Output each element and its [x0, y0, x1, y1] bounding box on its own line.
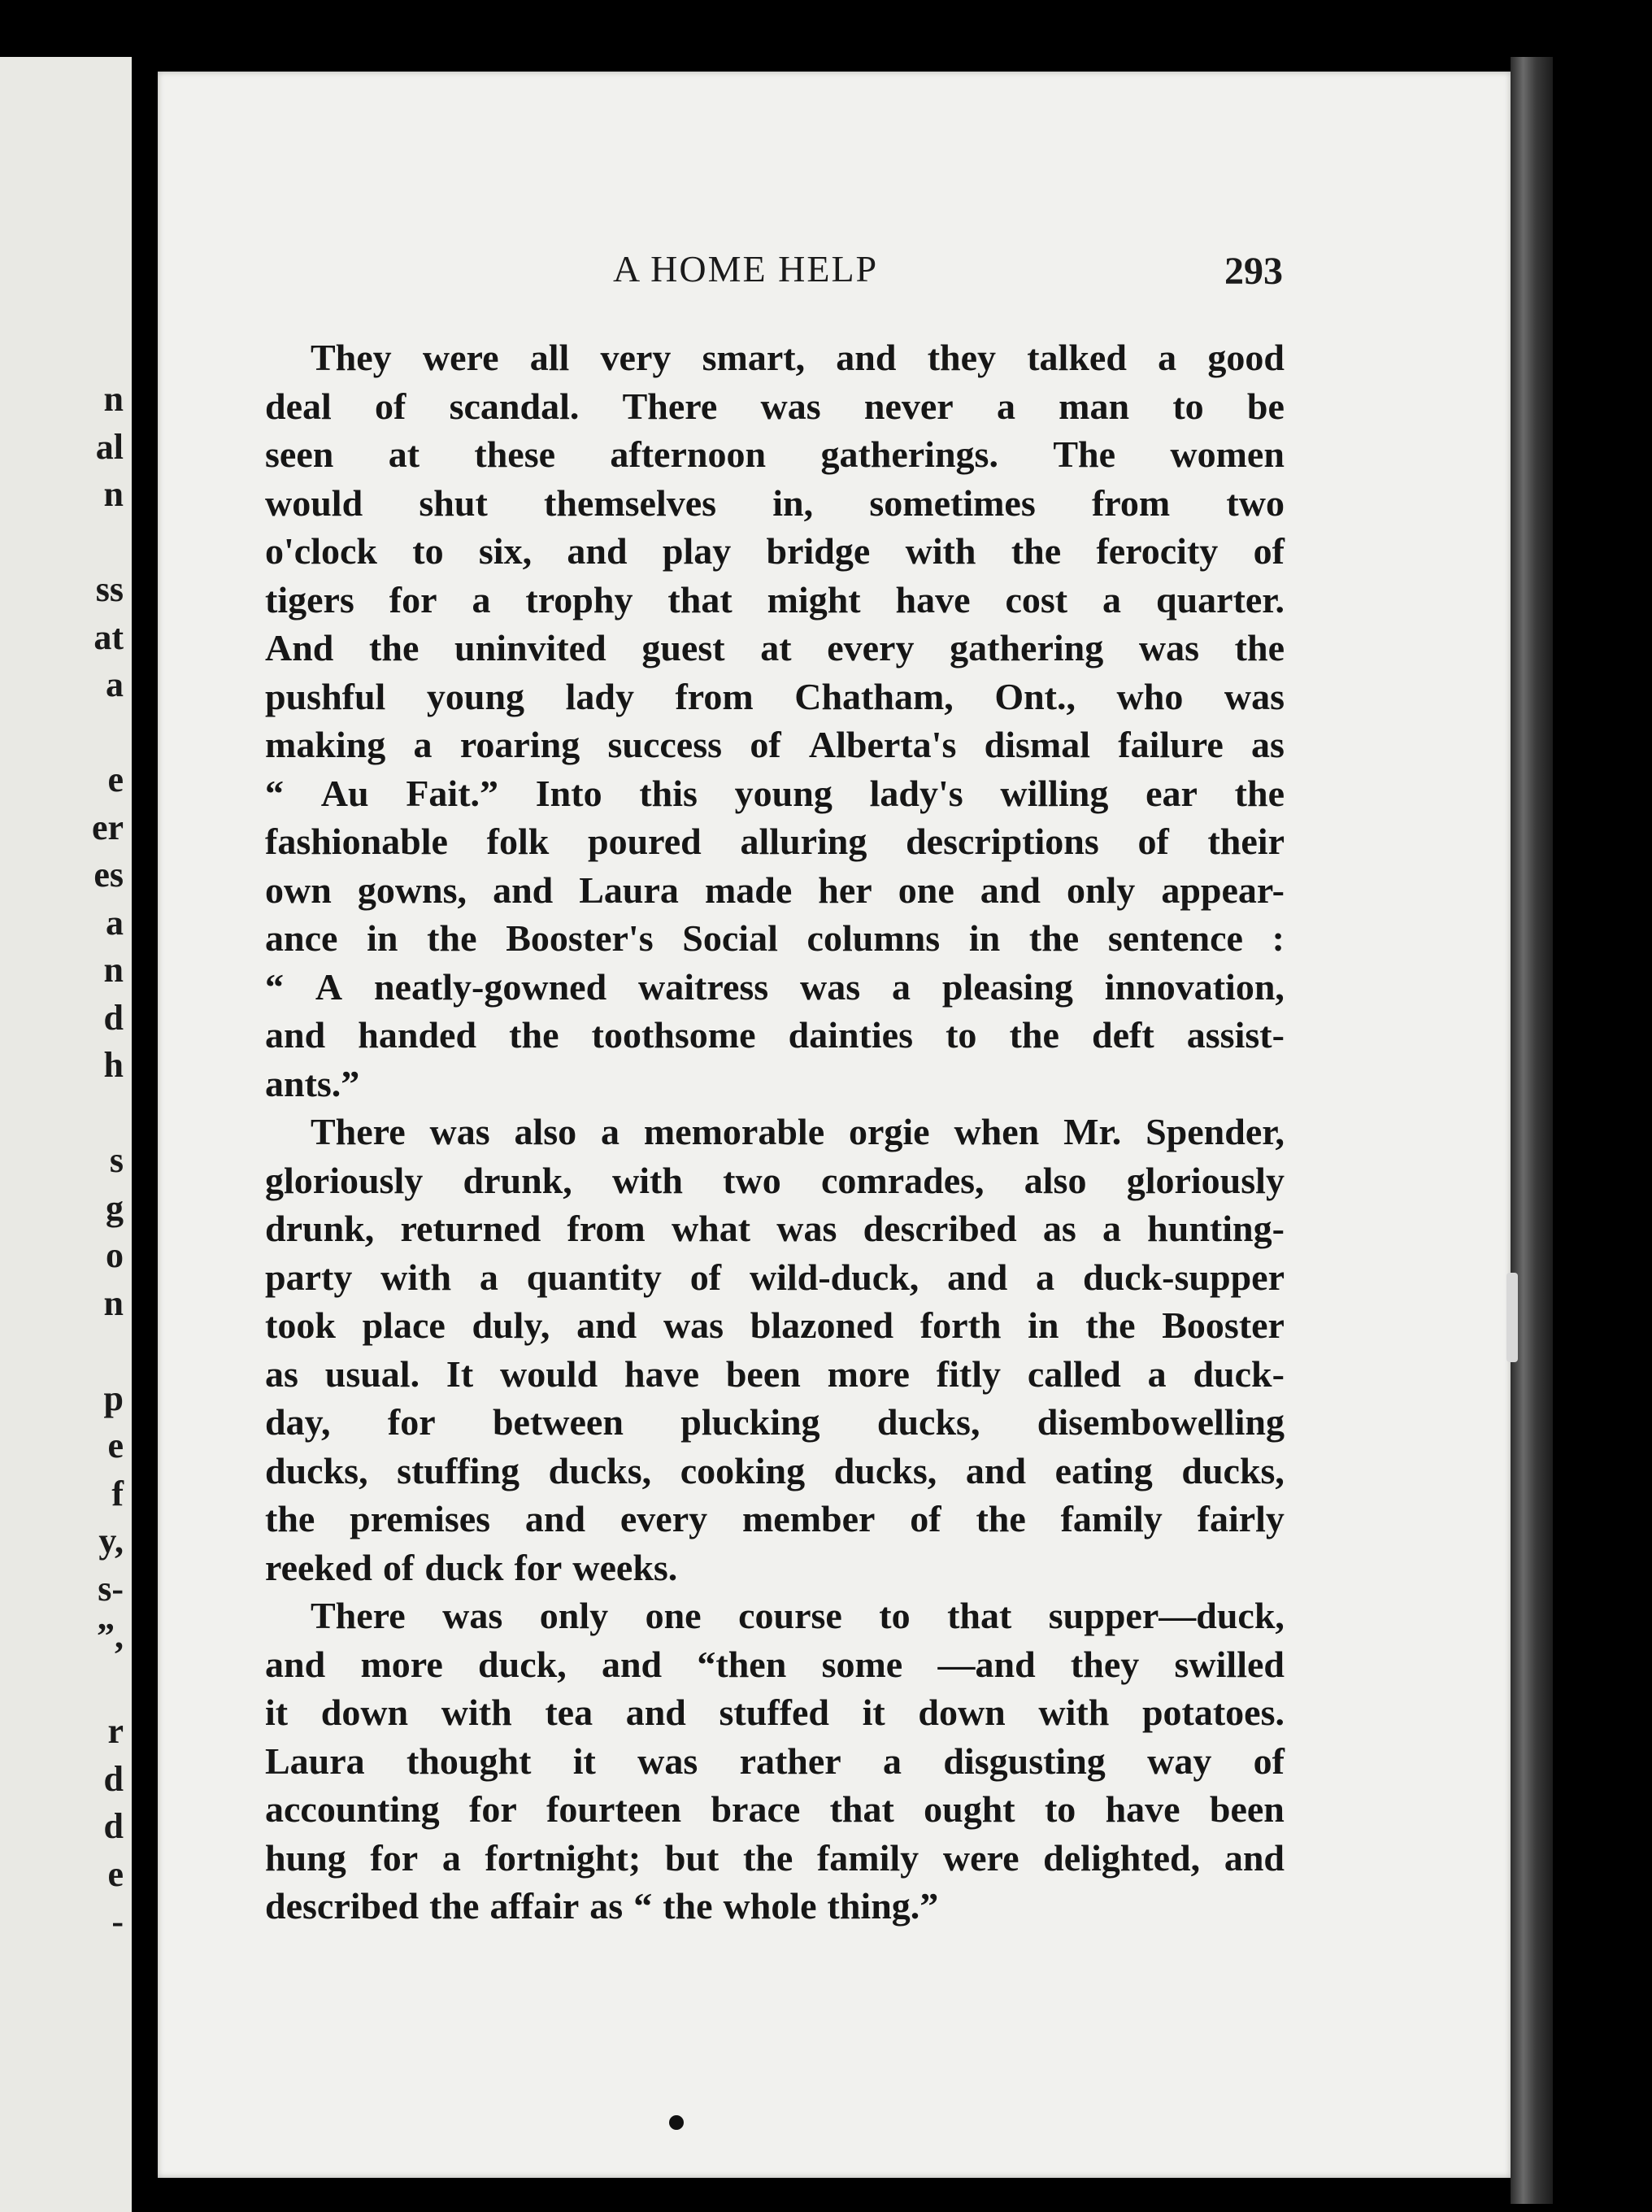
text-line: reeked of duck for weeks.: [265, 1546, 678, 1588]
text-line: it down with tea and stuffed it down with potatoes.: [265, 1692, 1285, 1733]
left-page-edge-fragment: g: [106, 1187, 124, 1228]
page-number: 293: [1224, 250, 1283, 293]
text-line: making a roaring success of Alberta's dismal failure as: [265, 724, 1285, 765]
text-line: drunk, returned from what was described as a hunting-: [265, 1208, 1285, 1249]
left-page-edge-fragment: s: [109, 1140, 124, 1180]
text-line: tigers for a trophy that might have cost a quarter.: [265, 578, 1285, 620]
text-line: fashionable folk poured alluring descriptions of their: [265, 821, 1285, 862]
text-line: pushful young lady from Chatham, Ont., who was: [265, 675, 1285, 717]
text-line: ants.”: [265, 1062, 360, 1104]
body-text: [265, 333, 1285, 1931]
left-page-edge-fragment: d: [103, 1806, 124, 1846]
text-line: “ A neatly-gowned waitress was a pleasing innovation,: [265, 965, 1285, 1008]
left-page-edge-fragment: -: [111, 1901, 124, 1941]
left-page-edge-fragment: a: [106, 902, 124, 943]
text-line: own gowns, and Laura made her one and only appear-: [265, 869, 1285, 911]
running-title: A HOME HELP: [613, 248, 879, 290]
left-page-edge-fragment: n: [103, 379, 124, 419]
left-page-edge-fragment: at: [93, 616, 124, 657]
text-line: gloriously drunk, with two comrades, also gloriously: [265, 1159, 1285, 1201]
left-page-edge-fragment: r: [107, 1711, 124, 1751]
text-line: took place duly, and was blazoned forth in the Booster: [265, 1304, 1285, 1346]
text-line: described the affair as “ the whole thing.”: [265, 1885, 939, 1927]
book-gutter: [132, 49, 158, 2212]
text-line: seen at these afternoon gatherings. The women: [265, 433, 1285, 475]
text-line: deal of scandal. There was never a man to be: [265, 385, 1285, 427]
left-page-edge-fragment: p: [103, 1378, 124, 1418]
left-page-edge-fragment: f: [111, 1473, 124, 1513]
left-page-edge-fragment: n: [103, 950, 124, 990]
left-page-edge-fragment: a: [106, 664, 124, 704]
text-line: Laura thought it was rather a disgusting way of: [265, 1740, 1285, 1782]
text-line: would shut themselves in, sometimes from two: [265, 481, 1285, 524]
text-line: ance in the Booster's Social columns in the sentence :: [265, 917, 1285, 959]
left-page-edge-fragment: e: [107, 1426, 124, 1465]
left-facing-page: [0, 57, 132, 2212]
page-edge-mark: [1506, 1273, 1518, 1362]
left-page-edge-fragment: e: [107, 760, 124, 799]
left-page-edge-fragment: y,: [98, 1521, 124, 1561]
text-line: ducks, stuffing ducks, cooking ducks, and eating ducks,: [265, 1449, 1285, 1491]
text-line: as usual. It would have been more fitly called a duck-: [265, 1352, 1285, 1395]
text-line: They were all very smart, and they talked a good: [311, 337, 1285, 378]
text-line: And the uninvited guest at every gathering was the: [265, 627, 1285, 668]
left-page-edge-fragment: es: [93, 855, 124, 895]
page-block-edge: [1511, 57, 1553, 2204]
left-page-edge-fragment: o: [106, 1235, 124, 1275]
left-page-edge-fragment: n: [103, 474, 124, 514]
left-page-edge-fragment: n: [103, 1282, 124, 1323]
text-line: and handed the toothsome dainties to the deft assist-: [265, 1014, 1285, 1056]
left-page-edge-fragment: d: [103, 997, 124, 1038]
page-footer-dot: [669, 2115, 684, 2130]
text-line: “ Au Fait.” Into this young lady's willing ear the: [265, 772, 1285, 814]
left-page-edge-fragment: ss: [95, 569, 124, 609]
left-page-edge-fragment: e: [107, 1853, 124, 1894]
text-line: There was only one course to that supper—duck,: [311, 1595, 1285, 1636]
text-line: hung for a fortnight; but the family were delighted, and: [265, 1836, 1285, 1879]
left-page-edge-fragment: al: [95, 426, 124, 467]
book-page: [158, 72, 1511, 2178]
text-line: the premises and every member of the family fairly: [265, 1498, 1285, 1539]
left-page-edge-fragment: er: [91, 807, 124, 847]
left-page-edge-fragment: d: [103, 1758, 124, 1799]
running-head: [158, 247, 1511, 296]
text-line: party with a quantity of wild-duck, and a duck-supper: [265, 1256, 1285, 1298]
left-page-edge-fragment: ”,: [97, 1616, 124, 1656]
text-line: day, for between plucking ducks, disembowelling: [265, 1401, 1285, 1443]
text-line: o'clock to six, and play bridge with the ferocity of: [265, 530, 1285, 572]
text-line: accounting for fourteen brace that ought to have been: [265, 1788, 1285, 1830]
left-page-edge-fragment: h: [103, 1045, 124, 1085]
text-line: and more duck, and “then some —and they swilled: [265, 1643, 1285, 1685]
text-line: There was also a memorable orgie when Mr. Spender,: [311, 1111, 1285, 1152]
left-page-edge-fragment: s-: [98, 1568, 124, 1609]
